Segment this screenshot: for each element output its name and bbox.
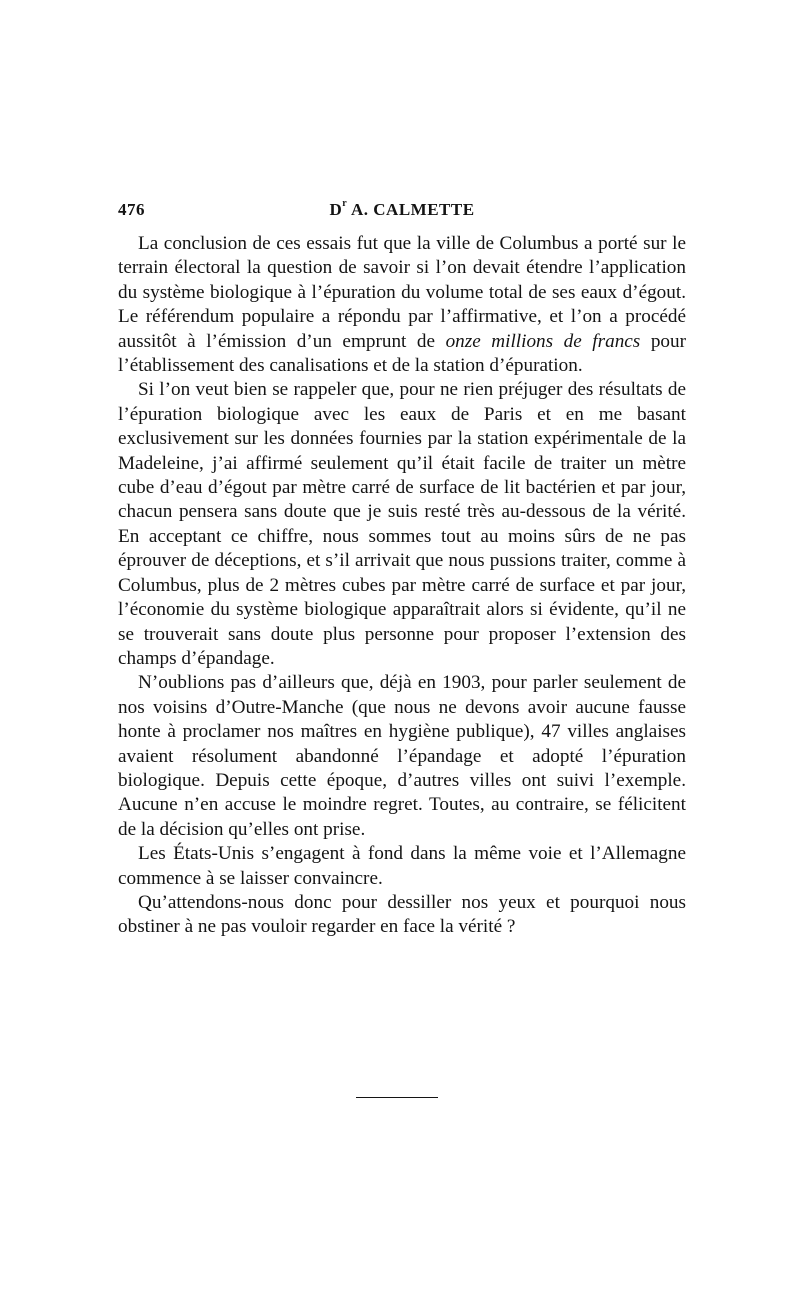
page-number: 476 [118,200,145,219]
page-header [118,200,686,228]
running-title-name: A. CALMETTE [347,200,475,219]
paragraph-1-text-end: pour l’établissement des canalisations et de la station d’épuration. [118,330,686,377]
paragraph-4: Les États-Unis s’engagent à fond dans la même voie et l’Allemagne commence à se laisser convaincre. [118,843,686,889]
paragraph-1 [118,232,686,378]
running-title-prefix: D [329,200,343,219]
paragraph-1-emphasis: onze millions de francs [445,330,641,352]
paragraph-3: N’oublions pas d’ailleurs que, déjà en 1903, pour parler seulement de nos voisins d’Outre-Manche (que nous ne devons avoir aucune fausse honte à proclamer nos maîtres en hygiène publique), 47 villes anglaises avaient résolument abandonné l’épandage et adopté l’épuration biologique. Depuis cette époque, d’autres villes ont suivi l’exemple. Aucune n’en accuse le moindre regret. Toutes, au contraire, se félicitent de la décision qu’elles ont prise. [118,672,686,840]
section-end-rule [356,1097,438,1098]
paragraph-2: Si l’on veut bien se rappeler que, pour ne rien préjuger des résultats de l’épuration biologique avec les eaux de Paris et en me basant exclusivement sur les données fournies par la station expérimentale de la Madeleine, j’ai affirmé seulement qu’il était facile de traiter un mètre cube d’eau d’égout par mètre carré de surface de lit bactérien et par jour, chacun pensera sans doute que je suis resté très au-dessous de la vérité. En acceptant ce chiffre, nous sommes tout au moins sûrs de ne pas éprouver de déceptions, et s’il arrivait que nous pussions traiter, comme à Columbus, plus de 2 mètres cubes par mètre carré de surface et par jour, l’économie du système biologique apparaîtrait alors si évidente, qu’il ne se trouverait sans doute plus personne pour proposer l’extension des champs d’épandage. [118,379,686,669]
running-title [118,200,686,220]
paragraph-5: Qu’attendons-nous donc pour dessiller nos yeux et pourquoi nous obstiner à ne pas vouloir regarder en face la vérité ? [118,891,686,938]
paragraph-1-text-start: La conclusion de ces essais fut que la ville de Columbus a porté sur le terrain électoral la question de savoir si l’on devait étendre l’application du système biologique à l’épuration du volume total de ses eaux d’égout. Le référendum populaire a répondu par l’affirmative, et l’on a procédé aussitôt à l’émission d’un emprunt de [118,233,686,352]
running-title-superscript: r [342,198,348,209]
body-text [118,232,686,940]
